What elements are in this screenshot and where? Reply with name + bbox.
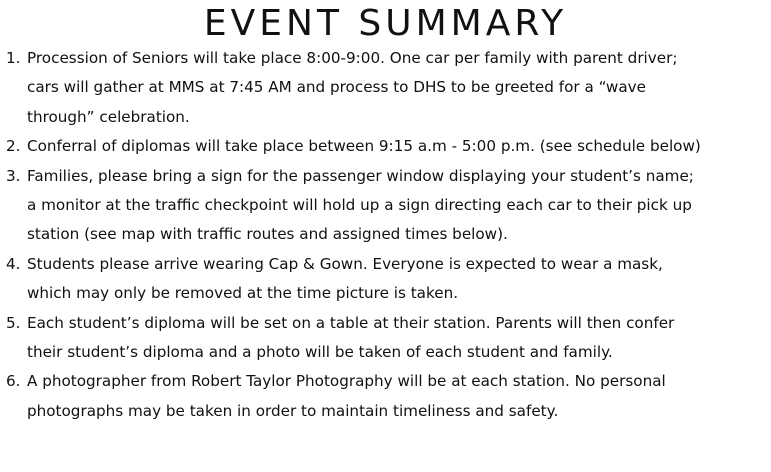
item-text-line: Each student’s diploma will be set on a table at their station. Parents will then confer bbox=[27, 313, 675, 332]
list-item bbox=[0, 367, 771, 426]
item-number: 2. bbox=[6, 137, 21, 156]
item-number: 3. bbox=[6, 166, 21, 185]
item-text-line: their student’s diploma and a photo will be taken of each student and family. bbox=[27, 343, 613, 362]
list-item bbox=[0, 162, 771, 250]
list-item bbox=[0, 44, 771, 132]
item-text-line: Families, please bring a sign for the passenger window displaying your student’s name; bbox=[27, 166, 694, 185]
item-number: 1. bbox=[6, 49, 21, 67]
item-text-line: station (see map with traffic routes and assigned times below). bbox=[27, 225, 508, 244]
item-text-line: a monitor at the traffic checkpoint will hold up a sign directing each car to their pick up bbox=[27, 196, 692, 215]
item-number: 6. bbox=[6, 372, 21, 391]
page-title: EVENT SUMMARY bbox=[203, 3, 568, 44]
item-text-line: A photographer from Robert Taylor Photography will be at each station. No personal bbox=[27, 372, 666, 391]
list-item bbox=[0, 309, 771, 368]
item-text-line: through” celebration. bbox=[27, 107, 190, 126]
item-text-line: which may only be removed at the time picture is taken. bbox=[27, 284, 459, 303]
list-item bbox=[0, 250, 771, 309]
item-text-line: Students please arrive wearing Cap & Gown. Everyone is expected to wear a mask, bbox=[27, 254, 663, 273]
list-item bbox=[0, 132, 771, 161]
summary-list bbox=[0, 44, 771, 426]
item-number: 5. bbox=[6, 313, 21, 332]
item-text-line: photographs may be taken in order to maintain timeliness and safety. bbox=[27, 401, 559, 420]
item-text-line: cars will gather at MMS at 7:45 AM and process to DHS to be greeted for a “wave bbox=[27, 78, 646, 97]
item-text-line: Procession of Seniors will take place 8:00-9:00. One car per family with parent driver; bbox=[27, 49, 678, 67]
item-text-line: Conferral of diplomas will take place between 9:15 a.m - 5:00 p.m. (see schedule below) bbox=[27, 137, 701, 156]
item-number: 4. bbox=[6, 254, 21, 273]
